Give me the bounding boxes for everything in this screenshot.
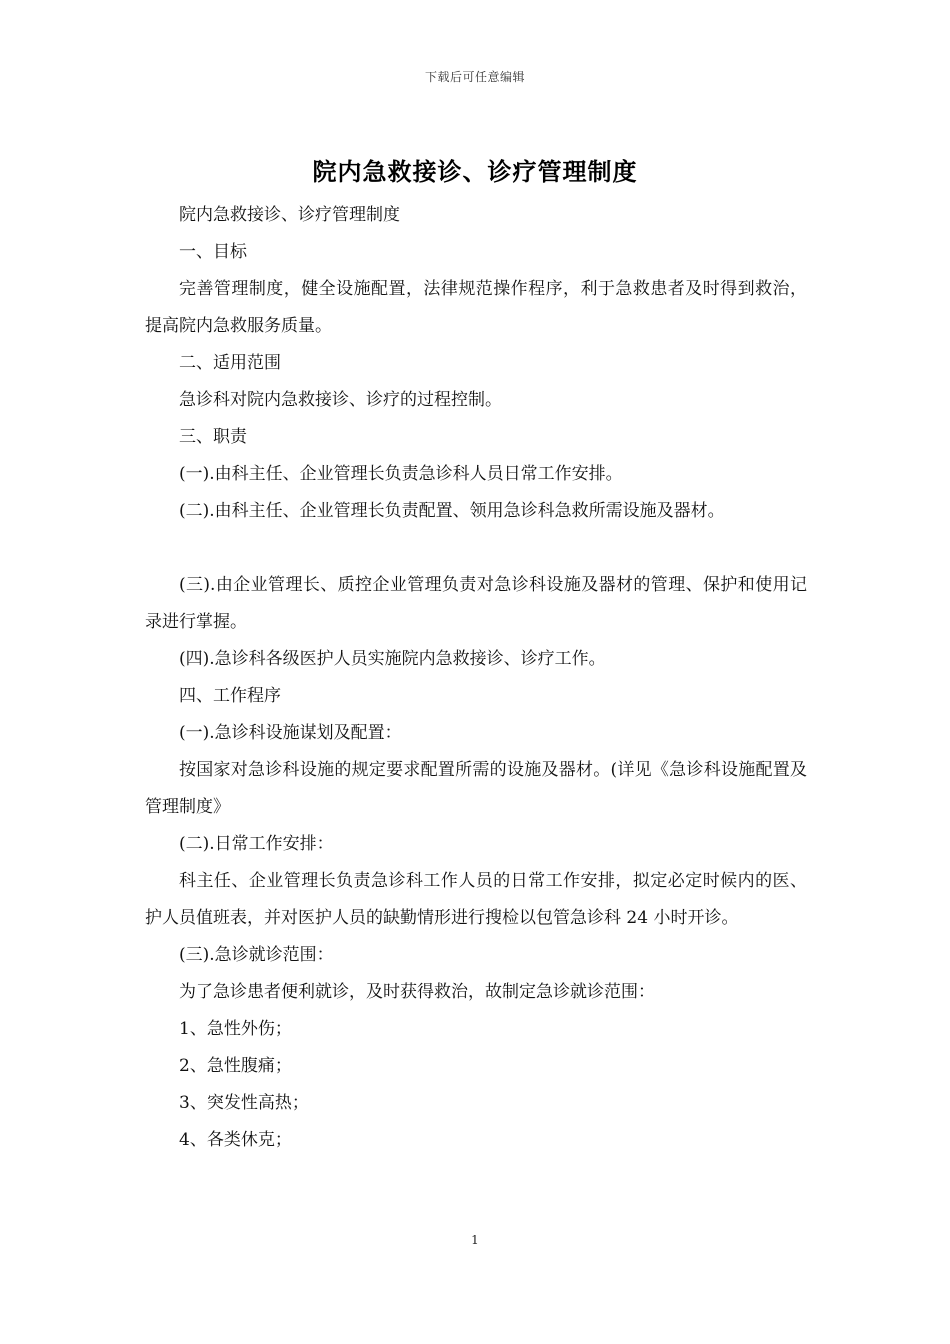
page-header: 下载后可任意编辑 [424,70,525,84]
paragraph: 急诊科对院内急救接诊、诊疗的过程控制。 [179,390,502,410]
paragraph: 院内急救接诊、诊疗管理制度 [179,205,400,225]
section-heading: 四、工作程序 [179,686,281,706]
paragraph: (二).由科主任、企业管理长负责配置、领用急诊科急救所需设施及器材。 [179,501,725,521]
list-item: 4、各类休克； [179,1130,292,1150]
document-title: 院内急救接诊、诊疗管理制度 [312,158,638,186]
paragraph: 为了急诊患者便利就诊，及时获得救治，故制定急诊就诊范围： [179,982,655,1002]
paragraph: (一).由科主任、企业管理长负责急诊科人员日常工作安排。 [179,464,623,484]
list-item: 2、急性腹痛； [179,1056,292,1076]
section-heading: 二、适用范围 [179,353,281,373]
subsection-heading: (二).日常工作安排： [179,834,334,854]
subsection-heading: (一).急诊科设施谋划及配置： [179,723,402,743]
paragraph: (四).急诊科各级医护人员实施院内急救接诊、诊疗工作。 [179,649,606,669]
section-heading: 一、目标 [179,242,247,262]
page-number: 1 [471,1233,479,1247]
document-body [145,197,807,1159]
paragraph: 完善管理制度，健全设施配置，法律规范操作程序，利于急救患者及时得到救治，提高院内急救服务质量。 [145,279,807,336]
paragraph: 科主任、企业管理长负责急诊科工作人员的日常工作安排，拟定必定时候内的医、护人员值班表，并对医护人员的缺勤情形进行搜检以包管急诊科 24 小时开诊。 [145,871,807,928]
section-heading: 三、职责 [179,427,247,447]
paragraph: 按国家对急诊科设施的规定要求配置所需的设施及器材。(详见《急诊科设施配置及管理制度》 [145,760,807,817]
list-item: 3、突发性高热； [179,1093,309,1113]
subsection-heading: (三).急诊就诊范围： [179,945,334,965]
paragraph: (三).由企业管理长、质控企业管理负责对急诊科设施及器材的管理、保护和使用记录进行掌握。 [145,575,807,632]
list-item: 1、急性外伤； [179,1019,292,1039]
